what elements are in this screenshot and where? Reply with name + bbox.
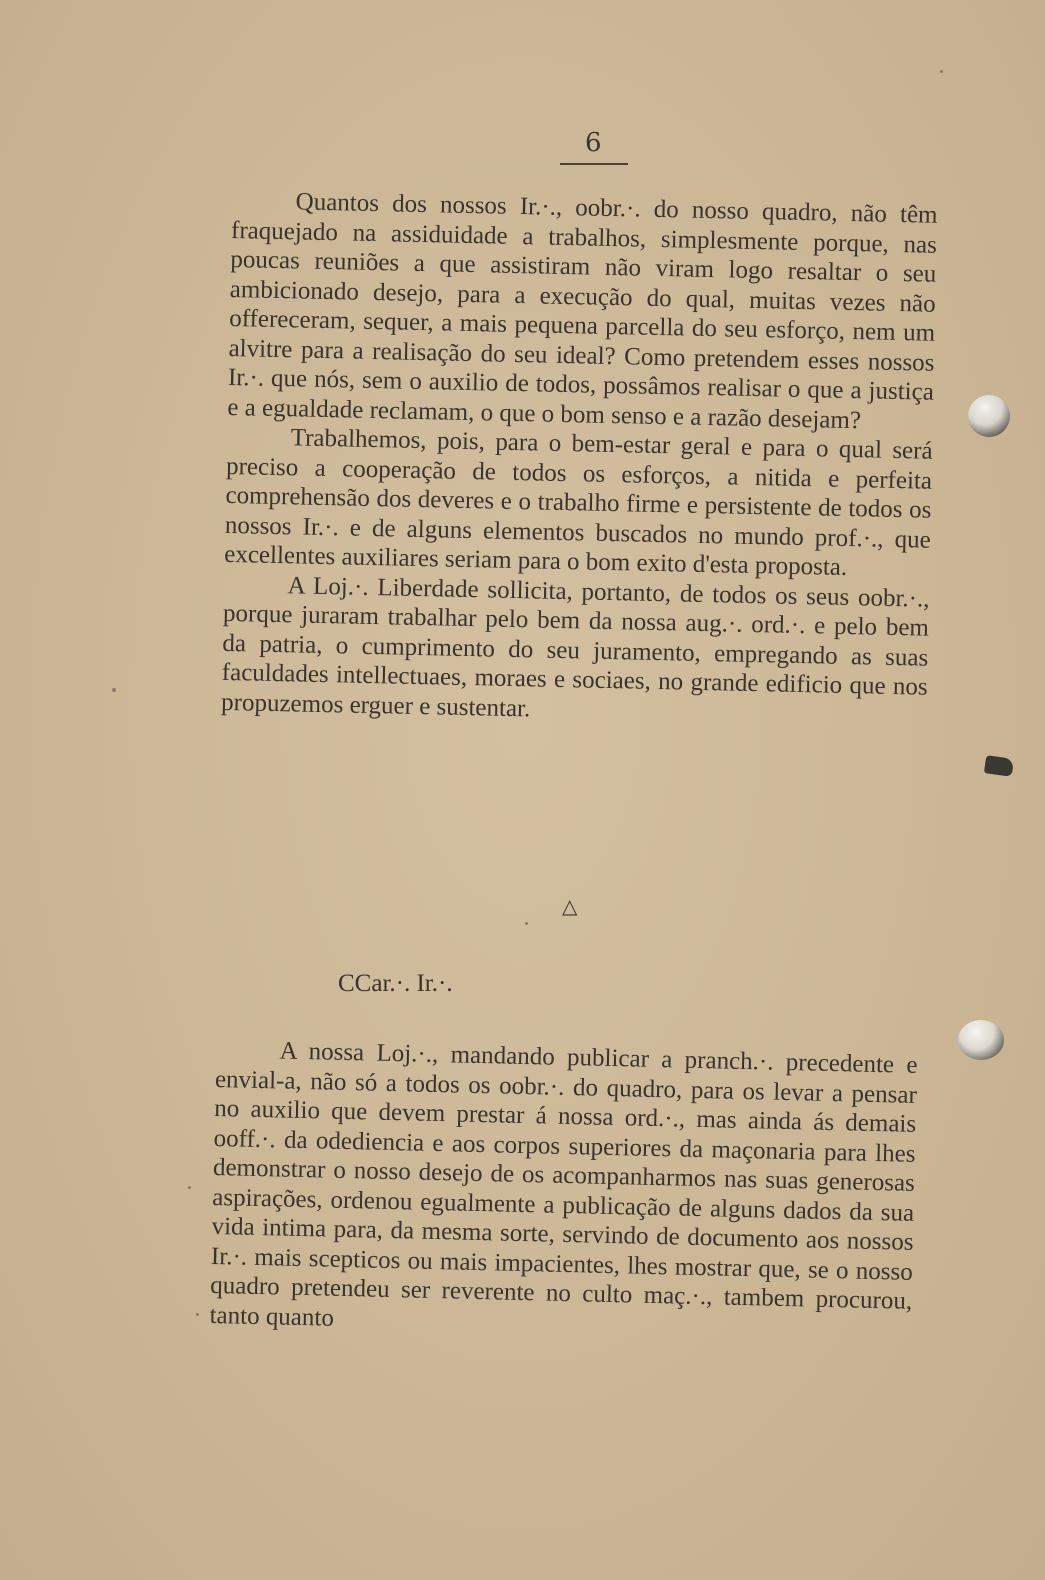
paper-speck xyxy=(188,1186,191,1189)
paper-speck xyxy=(940,70,943,73)
page-number: 6 xyxy=(585,128,603,158)
page-number-rule xyxy=(560,163,628,165)
paper-speck xyxy=(196,1313,199,1316)
binding-hole-lower xyxy=(958,1020,1004,1060)
paragraph: A nossa Loj.·., mandando publicar a pranch.·. precedente e envial-a, não só a todos os oobr.·. do quadro, para os levar a pensar no auxilio que devem prestar á nossa ord.·., mas ainda ás demais ooff.·. da odediencia e aos corpos superiores da maçonaria para lhes demonstrar o nosso desejo de os acompanharmos nas suas generosas aspirações, ordenou egualmente a publicação de alguns dados da sua vida intima para, da mesma sorte, servindo de documento aos nossos Ir.·. mais scepticos ou mais impacientes, lhes mostrar que, se o nosso quadro pretendeu ser reverente no culto maç.·., tambem procurou, tanto quanto xyxy=(209,1037,918,1332)
salutation: CCar.·. Ir.·. xyxy=(338,970,453,997)
paper-speck xyxy=(112,688,116,692)
paragraph: Quantos dos nossos Ir.·., oobr.·. do nosso quadro, não têm fraquejado na assiduidade a trabalhos, simplesmente porque, nas poucas reuniões a que assistiram não viram logo resaltar o seu ambicionado desejo, para a execução do qual, muitas vezes não offereceram, sequer, a mais pequena parcella do seu esforço, nem um alvitre para a realisação do seu ideal? Como pretendem esses nossos Ir.·. que nós, sem o auxilio de todos, possâmos realisar o que a justiça e a egualdade reclamam, o que o bom senso e a razão desejam? xyxy=(227,188,938,434)
paper-speck xyxy=(525,922,528,925)
binding-mark xyxy=(984,755,1014,777)
paragraph: Trabalhemos, pois, para o bem-estar geral e para o qual será preciso a cooperação de todos os esforços, a nitida e perfeita comprehensão dos deveres e o trabalho firme e persistente de todos os nossos Ir.·. e de alguns elementos buscados no mundo prof.·., que excellentes auxiliares seriam para o bom exito d'esta proposta. xyxy=(224,424,933,581)
body-section-1 xyxy=(221,186,938,732)
body-section-2 xyxy=(209,1035,918,1346)
section-separator-triangle-icon: △ xyxy=(562,894,578,918)
paragraph: A Loj.·. Liberdade sollicita, portanto, de todos os seus oobr.·., porque juraram trabalhar pelo bem da nossa aug.·. ord.·. e pelo bem da patria, o cumprimento do seu juramento, empregando as suas faculdades intellectuaes, moraes e sociaes, no grande edificio que nos propuzemos erguer e sustentar. xyxy=(220,571,930,722)
binding-hole-upper xyxy=(968,395,1010,437)
